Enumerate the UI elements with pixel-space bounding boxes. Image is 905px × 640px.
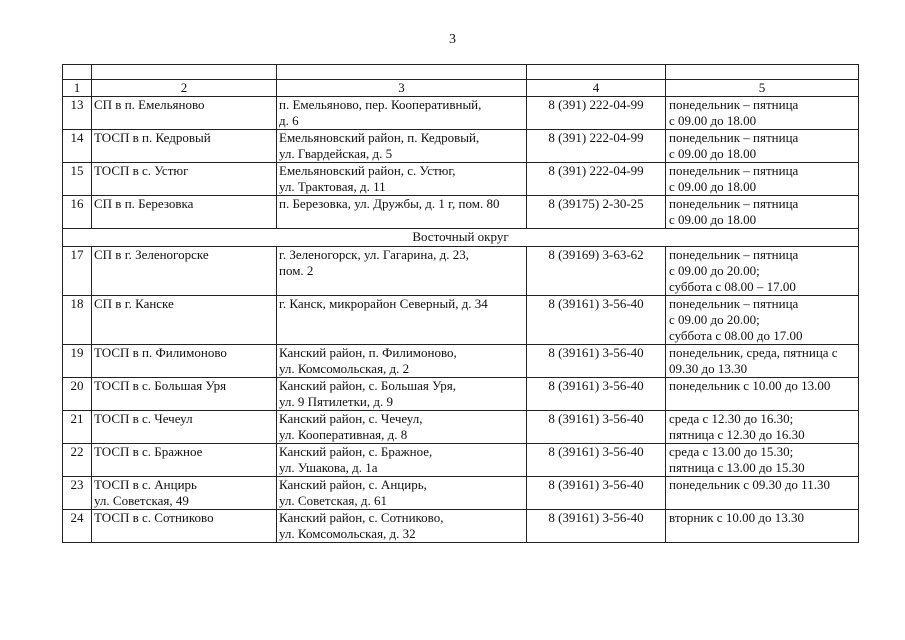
cell-line: с 09.00 до 20.00;	[669, 263, 760, 278]
cell-line: понедельник – пятница	[669, 130, 799, 145]
address-cell	[277, 130, 527, 163]
column-header-row	[63, 80, 859, 97]
phone-cell: 8 (39161) 3-56-40	[527, 477, 666, 510]
phone-cell: 8 (39161) 3-56-40	[527, 444, 666, 477]
address-cell	[277, 163, 527, 196]
hours-cell	[666, 97, 859, 130]
row-number: 17	[63, 247, 92, 296]
column-header: 4	[527, 80, 666, 97]
address-cell	[277, 444, 527, 477]
cell-line: понедельник с 10.00 до 13.00	[669, 378, 831, 393]
table-row	[63, 510, 859, 543]
office-name-cell	[92, 97, 277, 130]
office-name-cell	[92, 130, 277, 163]
cell-line: СП в г. Канске	[94, 296, 174, 311]
cell-line: СП в п. Емельяново	[94, 97, 205, 112]
phone-cell: 8 (39161) 3-56-40	[527, 345, 666, 378]
offices-table	[62, 64, 859, 543]
cell-line: Канский район, п. Филимоново,	[279, 345, 457, 360]
hours-cell	[666, 444, 859, 477]
cell-line: ТОСП в с. Чечеул	[94, 411, 193, 426]
row-number: 15	[63, 163, 92, 196]
cell-line: ул. Ушакова, д. 1а	[279, 460, 378, 475]
phone-cell: 8 (391) 222-04-99	[527, 163, 666, 196]
page-number: 3	[449, 32, 456, 47]
section-title: Восточный округ	[63, 229, 859, 247]
phone-cell: 8 (39161) 3-56-40	[527, 411, 666, 444]
office-name-cell	[92, 510, 277, 543]
row-number: 13	[63, 97, 92, 130]
cell-line: с 09.00 до 18.00	[669, 113, 757, 128]
office-name-cell	[92, 296, 277, 345]
cell-line: понедельник, среда, пятница с	[669, 345, 838, 360]
table-row	[63, 378, 859, 411]
cell-line: ул. Гвардейская, д. 5	[279, 146, 393, 161]
cell-line: с 09.00 до 18.00	[669, 179, 757, 194]
row-number: 16	[63, 196, 92, 229]
office-name-cell	[92, 378, 277, 411]
hours-cell	[666, 196, 859, 229]
row-number: 18	[63, 296, 92, 345]
table-row	[63, 196, 859, 229]
column-header: 2	[92, 80, 277, 97]
hours-cell	[666, 247, 859, 296]
hours-cell	[666, 345, 859, 378]
cell-line: ул. Советская, 49	[94, 493, 189, 508]
table-row	[63, 411, 859, 444]
spacer-cell	[527, 65, 666, 80]
row-number: 22	[63, 444, 92, 477]
column-header: 5	[666, 80, 859, 97]
cell-line: с 09.00 до 18.00	[669, 212, 757, 227]
cell-line: ТОСП в с. Устюг	[94, 163, 189, 178]
hours-cell	[666, 163, 859, 196]
office-name-cell	[92, 163, 277, 196]
cell-line: ТОСП в с. Сотниково	[94, 510, 214, 525]
cell-line: среда с 12.30 до 16.30;	[669, 411, 794, 426]
table-row	[63, 477, 859, 510]
cell-line: Канский район, с. Сотниково,	[279, 510, 444, 525]
cell-line: Канский район, с. Бражное,	[279, 444, 433, 459]
hours-cell	[666, 130, 859, 163]
cell-line: пом. 2	[279, 263, 314, 278]
cell-line: суббота с 08.00 до 17.00	[669, 328, 803, 343]
cell-line: ТОСП в п. Кедровый	[94, 130, 211, 145]
spacer-cell	[666, 65, 859, 80]
row-number: 19	[63, 345, 92, 378]
office-name-cell	[92, 247, 277, 296]
cell-line: СП в г. Зеленогорске	[94, 247, 209, 262]
cell-line: понедельник с 09.30 до 11.30	[669, 477, 830, 492]
table-row	[63, 163, 859, 196]
table-spacer-row	[63, 65, 859, 80]
table-row	[63, 444, 859, 477]
phone-cell: 8 (391) 222-04-99	[527, 97, 666, 130]
address-cell	[277, 296, 527, 345]
cell-line: 09.30 до 13.30	[669, 361, 748, 376]
table-row	[63, 130, 859, 163]
address-cell	[277, 411, 527, 444]
row-number: 24	[63, 510, 92, 543]
address-cell	[277, 378, 527, 411]
phone-cell: 8 (39161) 3-56-40	[527, 510, 666, 543]
cell-line: понедельник – пятница	[669, 97, 799, 112]
phone-cell: 8 (39169) 3-63-62	[527, 247, 666, 296]
phone-cell: 8 (39161) 3-56-40	[527, 378, 666, 411]
address-cell	[277, 247, 527, 296]
hours-cell	[666, 510, 859, 543]
spacer-cell	[63, 65, 92, 80]
phone-cell: 8 (39161) 3-56-40	[527, 296, 666, 345]
row-number: 23	[63, 477, 92, 510]
row-number: 14	[63, 130, 92, 163]
cell-line: с 09.00 до 20.00;	[669, 312, 760, 327]
cell-line: Канский район, с. Анцирь,	[279, 477, 427, 492]
office-name-cell	[92, 444, 277, 477]
cell-line: суббота с 08.00 – 17.00	[669, 279, 796, 294]
cell-line: Емельяновский район, п. Кедровый,	[279, 130, 480, 145]
cell-line: ТОСП в с. Анцирь	[94, 477, 197, 492]
cell-line: ТОСП в с. Бражное	[94, 444, 203, 459]
cell-line: ул. Трактовая, д. 11	[279, 179, 386, 194]
cell-line: пятница с 12.30 до 16.30	[669, 427, 805, 442]
cell-line: среда с 13.00 до 15.30;	[669, 444, 794, 459]
cell-line: понедельник – пятница	[669, 163, 799, 178]
address-cell	[277, 196, 527, 229]
table-row	[63, 296, 859, 345]
section-row	[63, 229, 859, 247]
hours-cell	[666, 296, 859, 345]
cell-line: ул. 9 Пятилетки, д. 9	[279, 394, 393, 409]
spacer-cell	[277, 65, 527, 80]
address-cell	[277, 510, 527, 543]
cell-line: ул. Советская, д. 61	[279, 493, 388, 508]
office-name-cell	[92, 345, 277, 378]
phone-cell: 8 (39175) 2-30-25	[527, 196, 666, 229]
address-cell	[277, 345, 527, 378]
cell-line: г. Зеленогорск, ул. Гагарина, д. 23,	[279, 247, 469, 262]
hours-cell	[666, 477, 859, 510]
column-header: 1	[63, 80, 92, 97]
cell-line: ТОСП в п. Филимоново	[94, 345, 227, 360]
cell-line: Канский район, с. Чечеул,	[279, 411, 423, 426]
address-cell	[277, 97, 527, 130]
cell-line: ул. Комсомольская, д. 2	[279, 361, 410, 376]
cell-line: ул. Кооперативная, д. 8	[279, 427, 408, 442]
cell-line: Емельяновский район, с. Устюг,	[279, 163, 456, 178]
cell-line: г. Канск, микрорайон Северный, д. 34	[279, 296, 488, 311]
office-name-cell	[92, 196, 277, 229]
cell-line: понедельник – пятница	[669, 247, 799, 262]
cell-line: ул. Комсомольская, д. 32	[279, 526, 416, 541]
cell-line: д. 6	[279, 113, 299, 128]
table-row	[63, 247, 859, 296]
cell-line: пятница с 13.00 до 15.30	[669, 460, 805, 475]
office-name-cell	[92, 477, 277, 510]
table-row	[63, 97, 859, 130]
phone-cell: 8 (391) 222-04-99	[527, 130, 666, 163]
cell-line: Канский район, с. Большая Уря,	[279, 378, 456, 393]
row-number: 20	[63, 378, 92, 411]
row-number: 21	[63, 411, 92, 444]
cell-line: п. Березовка, ул. Дружбы, д. 1 г, пом. 80	[279, 196, 500, 211]
spacer-cell	[92, 65, 277, 80]
address-cell	[277, 477, 527, 510]
cell-line: ТОСП в с. Большая Уря	[94, 378, 227, 393]
cell-line: п. Емельяново, пер. Кооперативный,	[279, 97, 482, 112]
hours-cell	[666, 378, 859, 411]
cell-line: с 09.00 до 18.00	[669, 146, 757, 161]
cell-line: понедельник – пятница	[669, 196, 799, 211]
table-row	[63, 345, 859, 378]
cell-line: СП в п. Березовка	[94, 196, 194, 211]
cell-line: вторник с 10.00 до 13.30	[669, 510, 804, 525]
cell-line: понедельник – пятница	[669, 296, 799, 311]
hours-cell	[666, 411, 859, 444]
column-header: 3	[277, 80, 527, 97]
office-name-cell	[92, 411, 277, 444]
